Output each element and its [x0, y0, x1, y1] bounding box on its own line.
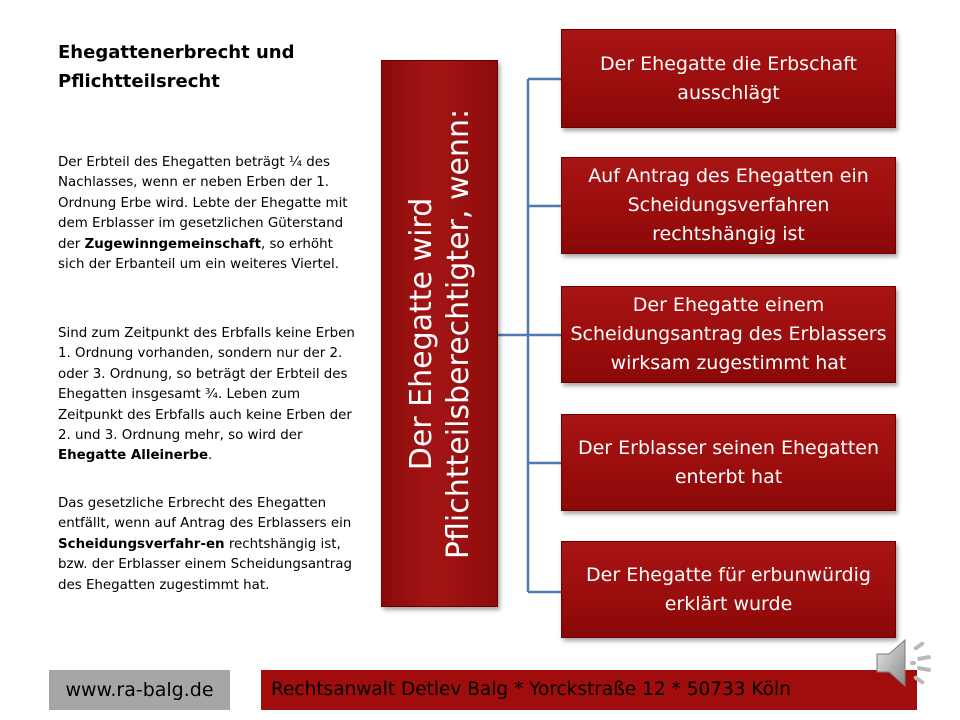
- condition-box-divorce-application: Auf Antrag des Ehegatten ein Scheidungsverfahren rechtshängig ist: [561, 157, 896, 254]
- condition-box-divorce-consent: Der Ehegatte einem Scheidungsantrag des Erblassers wirksam zugestimmt hat: [561, 286, 896, 383]
- condition-box-unworthy: Der Ehegatte für erbunwürdig erklärt wurde: [561, 541, 896, 638]
- condition-box-disclaims: Der Ehegatte die Erbschaft ausschlägt: [561, 29, 896, 128]
- footer-address: Rechtsanwalt Detlev Balg * Yorckstraße 12 * 50733 Köln: [261, 670, 917, 710]
- paragraph-text: rechtshängig ist, bzw. der Erblasser einem Scheidungsantrag des Ehegatten zugestimmt hat.: [58, 536, 353, 593]
- paragraph-text: , so erhöht sich der Erbanteil um ein weiteres Viertel.: [58, 236, 340, 273]
- paragraph-text: Sind zum Zeitpunkt des Erbfalls keine Erben 1. Ordnung vorhanden, sondern nur der 2. oder 3. Ordnung, so beträgt der Erbteil des Ehegatten insgesamt ¾. Leben zum Zeitpunkt des Erbfalls auch keine Erben der 2. und 3. Ordnung mehr, so wird der: [58, 326, 355, 444]
- paragraph-bold-term: Ehegatte Alleinerbe: [58, 448, 209, 464]
- paragraph-text: .: [208, 448, 213, 464]
- main-heading-line-1: Der Ehegatte wird: [403, 197, 439, 470]
- footer-website: www.ra-balg.de: [49, 670, 230, 710]
- speaker-icon[interactable]: [873, 632, 937, 694]
- main-heading-line-2: Pflichtteilsberechtigter, wenn:: [440, 108, 476, 559]
- paragraph-text: Der Erbteil des Ehegatten beträgt ¼ des Nachlasses, wenn er neben Erben der 1. Ordnung Erbe wird. Lebte der Ehegatte mit dem Erblasser im gesetzlichen Güterstand der: [58, 155, 348, 252]
- paragraph-bold-term: Scheidungsverfahr-en: [58, 536, 225, 552]
- main-heading-box: [381, 60, 498, 607]
- slide-title: Ehegattenerbrecht und Pflichtteilsrecht: [58, 42, 295, 92]
- main-heading-text: [403, 64, 477, 604]
- condition-box-disinherited: Der Erblasser seinen Ehegatten enterbt hat: [561, 414, 896, 511]
- paragraph-text: Das gesetzliche Erbrecht des Ehegatten entfällt, wenn auf Antrag des Erblassers ein: [58, 496, 352, 532]
- paragraph-bold-term: Zugewinngemeinschaft: [84, 236, 261, 252]
